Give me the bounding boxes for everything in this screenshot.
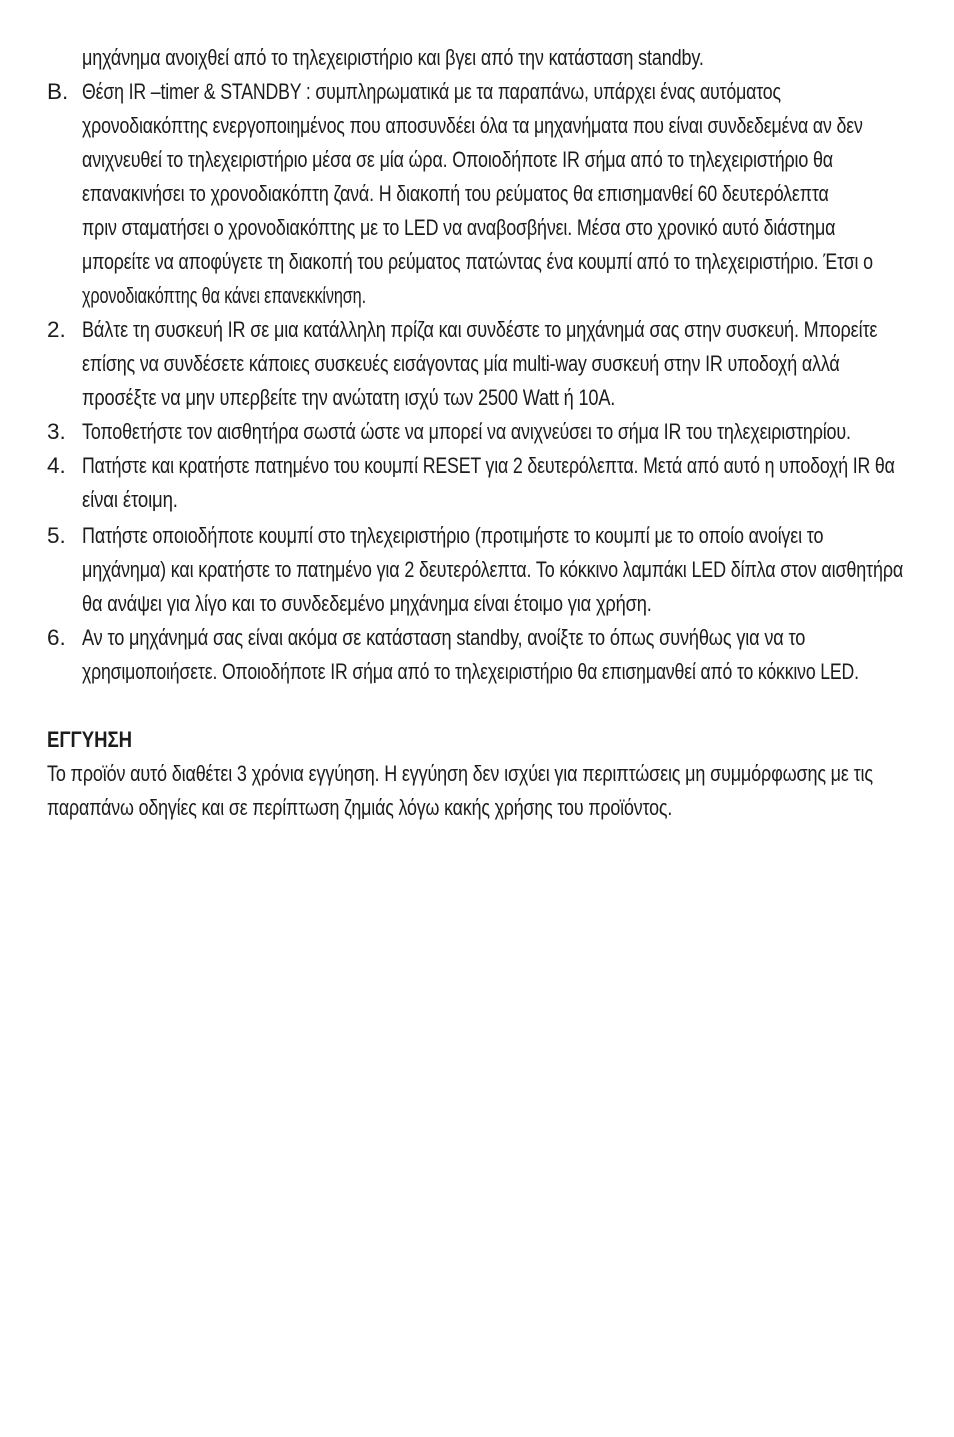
item-5-line: θα ανάψει για λίγο και το συνδεδεμένο μηχάνημα είναι έτοιμο για χρήση.: [82, 591, 652, 616]
item-2-line: προσέξτε να μην υπερβείτε την ανώτατη ισχύ των 2500 Watt ή 10A.: [82, 385, 616, 410]
warranty-line: παραπάνω οδηγίες και σε περίπτωση ζημιάς λόγω κακής χρήσης του προϊόντος.: [47, 795, 673, 820]
item-b-line: χρονοδιακόπτης ενεργοποιημένος που αποσυνδέει όλα τα μηχανήματα που είναι συνδεδεμένα αν δεν: [82, 113, 863, 138]
item-6-line: χρησιμοποιήσετε. Οποιοδήποτε IR σήμα από το τηλεχειριστήριο θα επισημανθεί από το κόκκινο LED.: [82, 659, 859, 684]
intro-line: μηχάνημα ανοιχθεί από το τηλεχειριστήριο και βγει από την κατάσταση standby.: [82, 45, 704, 70]
warranty-heading: ΕΓΓΥΗΣΗ: [47, 727, 133, 752]
item-3-marker: 3.: [47, 419, 66, 444]
item-b-line: επανακινήσει το χρονοδιακόπτη ζανά. Η διακοπή του ρεύματος θα επισημανθεί 60 δευτερόλεπτα: [82, 181, 829, 206]
item-2-line: επίσης να συνδέσετε κάποιες συσκευές εισάγοντας μία multi-way συσκευή στην IR υποδοχή αλλά: [82, 351, 840, 376]
item-6-line: Αν το μηχάνημά σας είναι ακόμα σε κατάσταση standby, ανοίξτε το όπως συνήθως για να το: [82, 625, 806, 650]
item-4-line: είναι έτοιμη.: [82, 487, 178, 512]
item-b-line: μπορείτε να αποφύγετε τη διακοπή του ρεύματος πατώντας ένα κουμπί από το τηλεχειριστήριο. Έτσι ο: [82, 249, 873, 274]
item-b-line: πριν σταματήσει ο χρονοδιακόπτης με το LED να αναβοσβήνει. Μέσα στο χρονικό αυτό διάστημα: [82, 215, 836, 240]
item-2-line: Βάλτε τη συσκευή IR σε μια κατάλληλη πρίζα και συνδέστε το μηχάνημά σας στην συσκευή. Μπορείτε: [82, 317, 878, 342]
item-5-line: Πατήστε οποιοδήποτε κουμπί στο τηλεχειριστήριο (προτιμήστε το κουμπί με το οποίο ανοίγει το: [82, 523, 824, 548]
item-2-marker: 2.: [47, 317, 66, 342]
item-b-line: ανιχνευθεί το τηλεχειριστήριο μέσα σε μία ώρα. Οποιοδήποτε IR σήμα από το τηλεχειριστήριο θα: [82, 147, 833, 172]
item-3-line: Τοποθετήστε τον αισθητήρα σωστά ώστε να μπορεί να ανιχνεύσει το σήμα IR του τηλεχειριστηρίου.: [82, 419, 851, 444]
item-5-line: μηχάνημα) και κρατήστε το πατημένο για 2 δευτερόλεπτα. Το κόκκινο λαμπάκι LED δίπλα στον αισθητήρα: [82, 557, 904, 582]
item-b-line: Θέση IR –timer & STANDBY : συμπληρωματικά με τα παραπάνω, υπάρχει ένας αυτόματος: [82, 79, 781, 104]
item-4-line: Πατήστε και κρατήστε πατημένο του κουμπί RESET για 2 δευτερόλεπτα. Μετά από αυτό η υποδοχή IR θα: [82, 453, 895, 478]
item-b-marker: B.: [47, 79, 69, 104]
warranty-line: Το προϊόν αυτό διαθέτει 3 χρόνια εγγύηση. Η εγγύηση δεν ισχύει για περιπτώσεις μη συμμόρφωσης με τις: [47, 761, 873, 786]
item-b-line: χρονοδιακόπτης θα κάνει επανεκκίνηση.: [82, 283, 366, 308]
item-6-marker: 6.: [47, 625, 66, 650]
item-4-marker: 4.: [47, 453, 66, 478]
item-5-marker: 5.: [47, 523, 66, 548]
